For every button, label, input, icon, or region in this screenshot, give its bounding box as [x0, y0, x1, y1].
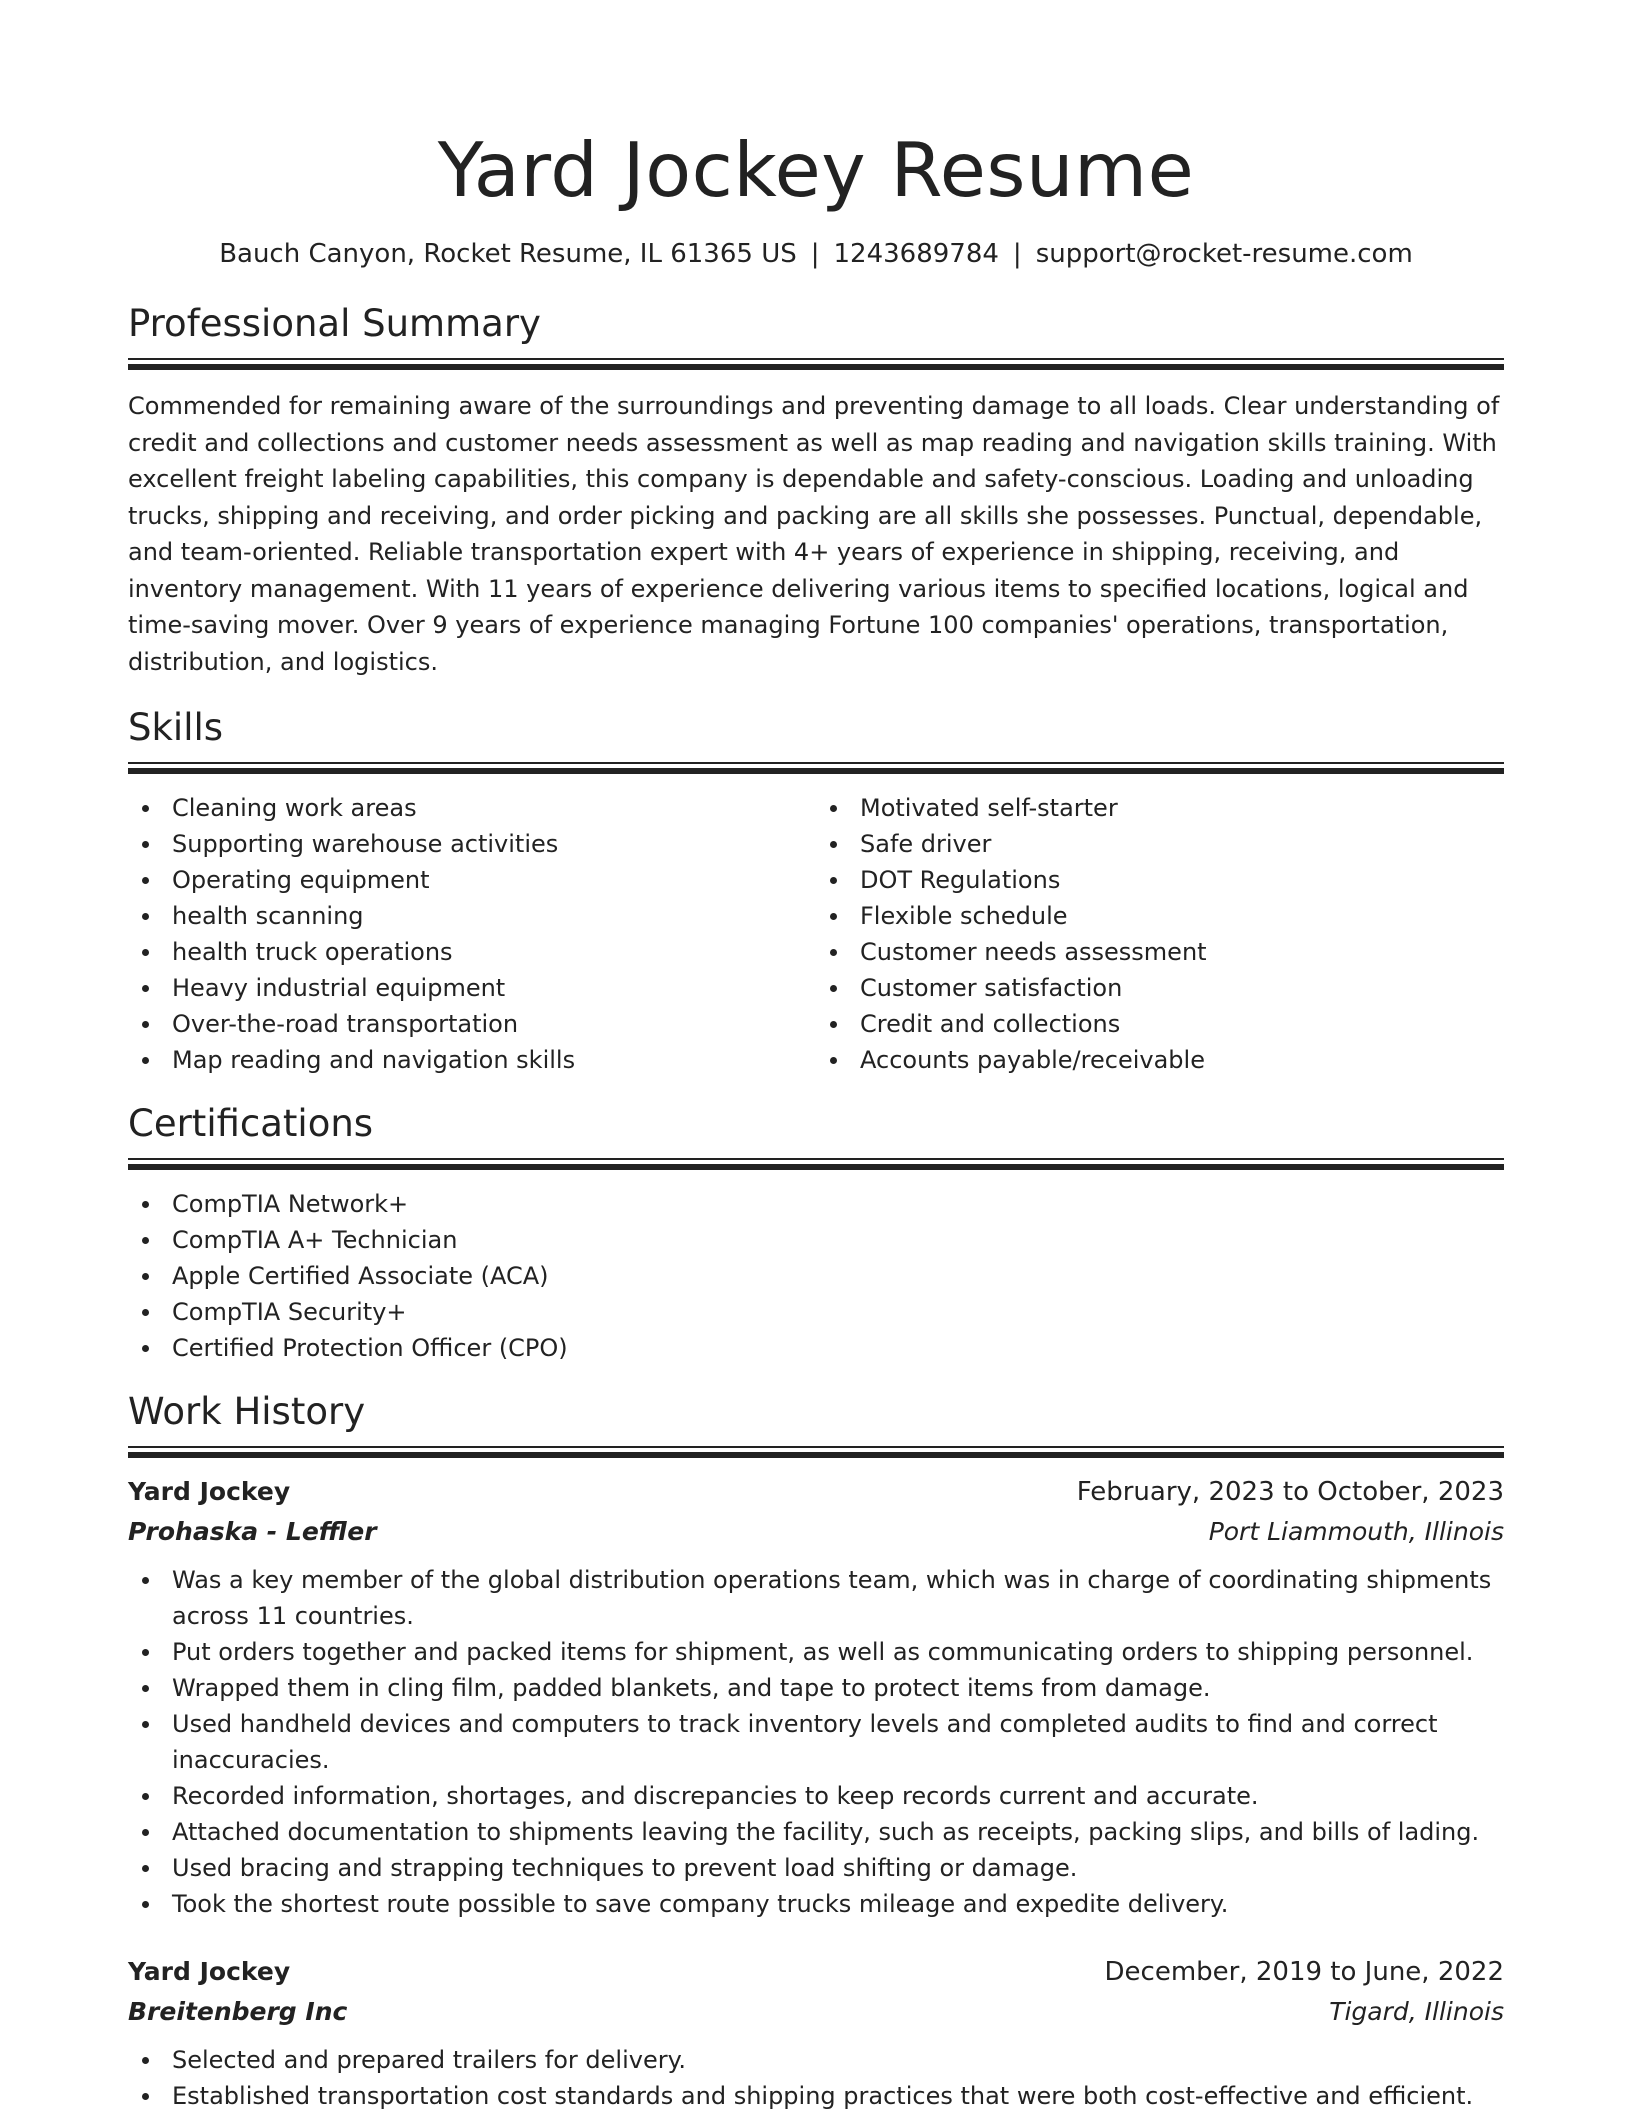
section-divider	[128, 1164, 1504, 1170]
contact-line	[128, 236, 1504, 272]
job-header-row	[128, 1472, 1504, 1512]
skill-item: Accounts payable/receivable	[816, 1042, 1504, 1078]
job-bullet: Recorded information, shortages, and discrepancies to keep records current and accurate.	[128, 1778, 1504, 1814]
job-bullet: Wrapped them in cling film, padded blankets, and tape to protect items from damage.	[128, 1670, 1504, 1706]
job-header-row	[128, 1952, 1504, 1992]
skill-item: Cleaning work areas	[128, 790, 816, 826]
certification-item: Certified Protection Officer (CPO)	[128, 1330, 1504, 1366]
contact-separator: |	[810, 239, 820, 269]
skill-item: health truck operations	[128, 934, 816, 970]
job-bullet: Was a key member of the global distribution operations team, which was in charge of coordinating shipments across 11 countries.	[128, 1562, 1504, 1634]
job-company: Breitenberg Inc	[128, 1997, 348, 2026]
skill-item: Heavy industrial equipment	[128, 970, 816, 1006]
skills-grid	[128, 790, 1504, 1078]
job-bullet: Established transportation cost standards and shipping practices that were both cost-effective and efficient.	[128, 2078, 1504, 2112]
summary-heading: Professional Summary	[128, 302, 541, 345]
certifications-heading: Certifications	[128, 1102, 374, 1145]
job-dates: December, 2019 to June, 2022	[1104, 1957, 1504, 1987]
certification-item: CompTIA Network+	[128, 1186, 1504, 1222]
skill-item: Flexible schedule	[816, 898, 1504, 934]
job-dates: February, 2023 to October, 2023	[1076, 1477, 1504, 1507]
job-entry	[128, 1472, 1504, 1922]
job-company-row	[128, 1992, 1504, 2032]
job-company: Prohaska - Leffler	[128, 1517, 377, 1546]
skills-section	[128, 704, 1504, 1078]
skill-item: Safe driver	[816, 826, 1504, 862]
skill-item: Credit and collections	[816, 1006, 1504, 1042]
contact-phone: 1243689784	[833, 239, 999, 269]
contact-email: support@rocket-resume.com	[1035, 239, 1413, 269]
skill-item: Over-the-road transportation	[128, 1006, 816, 1042]
job-bullets	[128, 1562, 1504, 1922]
section-divider	[128, 768, 1504, 774]
skills-heading: Skills	[128, 706, 224, 749]
contact-address: Bauch Canyon, Rocket Resume, IL 61365 US	[219, 239, 797, 269]
section-divider	[128, 1158, 1504, 1160]
section-divider	[128, 1452, 1504, 1458]
summary-section	[128, 300, 1504, 680]
contact-separator: |	[1012, 239, 1022, 269]
skill-item: Map reading and navigation skills	[128, 1042, 816, 1078]
job-bullet: Used bracing and strapping techniques to prevent load shifting or damage.	[128, 1850, 1504, 1886]
skill-item: Motivated self-starter	[816, 790, 1504, 826]
certifications-list	[128, 1186, 1504, 1366]
certifications-section	[128, 1100, 1504, 1366]
job-bullet: Used handheld devices and computers to track inventory levels and completed audits to find and correct inaccuracies.	[128, 1706, 1504, 1778]
skill-item: health scanning	[128, 898, 816, 934]
job-location: Tigard, Illinois	[1329, 1997, 1504, 2026]
certification-item: CompTIA A+ Technician	[128, 1222, 1504, 1258]
job-bullet: Put orders together and packed items for shipment, as well as communicating orders to shipping personnel.	[128, 1634, 1504, 1670]
job-title: Yard Jockey	[128, 1957, 291, 1986]
certification-item: Apple Certified Associate (ACA)	[128, 1258, 1504, 1294]
job-entry	[128, 1952, 1504, 2112]
section-divider	[128, 762, 1504, 764]
section-divider	[128, 358, 1504, 360]
job-location: Port Liammouth, Illinois	[1208, 1517, 1504, 1546]
job-bullet: Took the shortest route possible to save company trucks mileage and expedite delivery.	[128, 1886, 1504, 1922]
resume-title: Yard Jockey Resume	[437, 126, 1195, 214]
section-divider	[128, 1446, 1504, 1448]
job-bullet: Selected and prepared trailers for delivery.	[128, 2042, 1504, 2078]
skill-item: Customer satisfaction	[816, 970, 1504, 1006]
skill-item: DOT Regulations	[816, 862, 1504, 898]
work-history-heading: Work History	[128, 1390, 366, 1433]
job-bullets	[128, 2042, 1504, 2112]
work-history-section	[128, 1388, 1504, 2112]
job-company-row	[128, 1512, 1504, 1552]
skill-item: Supporting warehouse activities	[128, 826, 816, 862]
skill-item: Customer needs assessment	[816, 934, 1504, 970]
job-bullet: Attached documentation to shipments leaving the facility, such as receipts, packing slips, and bills of lading.	[128, 1814, 1504, 1850]
certification-item: CompTIA Security+	[128, 1294, 1504, 1330]
skills-list-right	[816, 790, 1504, 1078]
skills-list-left	[128, 790, 816, 1078]
skill-item: Operating equipment	[128, 862, 816, 898]
summary-text: Commended for remaining aware of the surroundings and preventing damage to all loads. Clear understanding of credit and collections and customer needs assessment as well as map reading and navigation skills training. With excellent freight labeling capabilities, this company is dependable and safety-conscious. Loading and unloading trucks, shipping and receiving, and order picking and packing are all skills she possesses. Punctual, dependable, and team-oriented. Reliable transportation expert with 4+ years of experience in shipping, receiving, and inventory management. With 11 years of experience delivering various items to specified locations, logical and time-saving mover. Over 9 years of experience managing Fortune 100 companies' operations, transportation, distribution, and logistics.	[128, 392, 1500, 676]
section-divider	[128, 364, 1504, 370]
job-title: Yard Jockey	[128, 1477, 291, 1506]
